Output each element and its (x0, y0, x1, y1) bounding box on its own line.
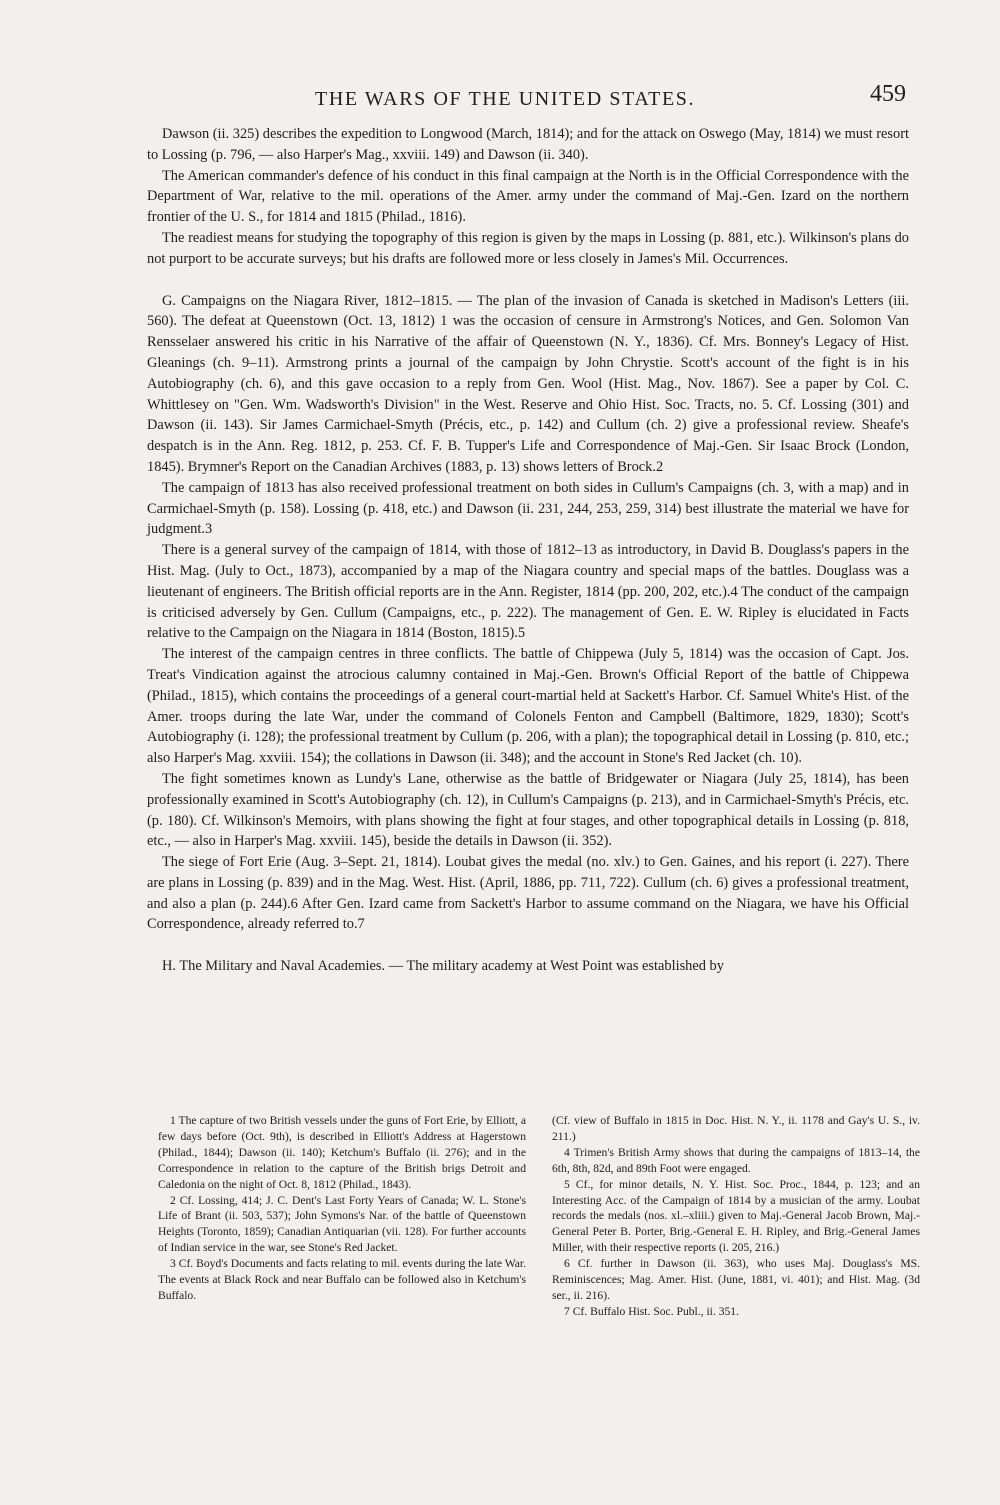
paragraph: The campaign of 1813 has also received professional treatment on both sides in Cullum's Campaigns (ch. 3, with a map) and in Carmichael-Smyth (p. 158). Lossing (p. 418, etc.) and Dawson (ii. 231, 244, 253, 259, 314) best illustrate the material we have for judgment.3 (147, 479, 909, 538)
section-g-paragraph: G. Campaigns on the Niagara River, 1812–1815. — The plan of the invasion of Canada is sketched in Madison's Letters (iii. 560). The defeat at Queenstown (Oct. 13, 1812) 1 was the occasion of censure in Armstrong's Notices, and Gen. Solomon Van Rensselaer answered his critic in his Narrative of the affair of Queenstown (N. Y., 1836). Cf. Mrs. Bonney's Legacy of Hist. Gleanings (ch. 9–11). Armstrong prints a journal of the campaign by John Chrystie. Scott's account of the fight is in his Autobiography (ch. 6), and this gave occasion to a reply from Gen. Wool (Hist. Mag., Nov. 1867). See a paper by Col. C. Whittlesey on "Gen. Wm. Wadsworth's Division" in the West. Reserve and Ohio Hist. Soc. Tracts, no. 5. Cf. Lossing (301) and Dawson (ii. 143). Sir James Carmichael-Smyth (Précis, etc., p. 142) and Cullum (ch. 2) give a professional review. Sheafe's despatch is in the Ann. Reg. 1812, p. 253. Cf. F. B. Tupper's Life and Correspondence of Maj.-Gen. Sir Isaac Brock (London, 1845). Brymner's Report on the Canadian Archives (1883, p. 13) shows letters of Brock.2 (147, 292, 909, 475)
page-number: 459 (870, 81, 906, 107)
footnote: 2 Cf. Lossing, 414; J. C. Dent's Last Forty Years of Canada; W. L. Stone's Life of Brant (ii. 503, 537); John Symons's Nar. of the battle of Queenstown Heights (Toronto, 1859); Canadian Antiquarian (vii. 128). For further accounts of Indian service in the war, see Stone's Red Jacket. (158, 1193, 526, 1255)
running-head: THE WARS OF THE UNITED STATES. (315, 88, 696, 110)
footnote: 6 Cf. further in Dawson (ii. 363), who uses Maj. Douglass's MS. Reminiscences; Mag. Amer. Hist. (June, 1881, vi. 401); and Hist. Mag. (3d ser., ii. 216). (552, 1257, 920, 1302)
paragraph: There is a general survey of the campaign of 1814, with those of 1812–13 as introductory, in David B. Douglass's papers in the Hist. Mag. (July to Oct., 1873), accompanied by a map of the Niagara country and special maps of the battles. Douglass was a lieutenant of engineers. The British official reports are in the Ann. Register, 1814 (pp. 200, 202, etc.).4 The conduct of the campaign is criticised adversely by Gen. Cullum (Campaigns, etc., p. 222). The management of Gen. E. W. Ripley is elucidated in Facts relative to the Campaign on the Niagara in 1814 (Boston, 1815).5 (147, 542, 909, 642)
footnote: 1 The capture of two British vessels under the guns of Fort Erie, by Elliott, a few days before (Oct. 9th), is described in Elliott's Address at Hagerstown (Philad., 1844); Dawson (ii. 140); Ketchum's Buffalo (ii. 276); and in the Correspondence in relation to the capture of the British brigs Detroit and Caledonia on the night of Oct. 8, 1812 (Philad., 1843). (158, 1114, 526, 1191)
footnotes-left-column (158, 1113, 526, 1304)
main-text (147, 124, 909, 977)
paragraph: The readiest means for studying the topography of this region is given by the maps in Lossing (p. 881, etc.). Wilkinson's plans do not purport to be accurate surveys; but his drafts are followed more or less closely in James's Mil. Occurrences. (147, 229, 909, 267)
paragraph: The American commander's defence of his conduct in this final campaign at the North is in the Official Correspondence with the Department of War, relative to the mil. operations of the Amer. army under the command of Maj.-Gen. Izard on the northern frontier of the U. S., for 1814 and 1815 (Philad., 1816). (147, 167, 909, 226)
section-h-paragraph: H. The Military and Naval Academies. — The military academy at West Point was established by (162, 958, 724, 975)
footnote: 3 Cf. Boyd's Documents and facts relating to mil. events during the late War. The events at Black Rock and near Buffalo can be followed also in Ketchum's Buffalo. (158, 1257, 526, 1302)
paragraph: The interest of the campaign centres in three conflicts. The battle of Chippewa (July 5, 1814) was the occasion of Capt. Jos. Treat's Vindication against the atrocious calumny contained in Maj.-Gen. Brown's Official Report of the battle of Chippewa (Philad., 1815), which contains the proceedings of a general court-martial held at Sackett's Harbor. Cf. Samuel White's Hist. of the Amer. troops during the late War, under the command of Colonels Fenton and Campbell (Baltimore, 1829, 1830); Scott's Autobiography (i. 128); the professional treatment by Cullum (p. 206, with a plan); the topographical detail in Lossing (p. 810, etc.; also Harper's Mag. xxviii. 154); the collations in Dawson (ii. 348); and the account in Stone's Red Jacket (ch. 10). (147, 646, 909, 767)
footnotes-right-column (552, 1113, 920, 1320)
footnote: 7 Cf. Buffalo Hist. Soc. Publ., ii. 351. (564, 1304, 739, 1318)
footnote: 5 Cf., for minor details, N. Y. Hist. Soc. Proc., 1844, p. 123; and an Interesting Acc. of the Campaign of 1814 by a musician of the army. Loubat records the medals (nos. xl.–xliii.) given to Maj.-General Jacob Brown, Maj.-General Peter B. Porter, Brig.-General E. H. Ripley, and Brig.-General James Miller, with their respective reports (i. 205, 216.) (552, 1177, 920, 1255)
footnote: 4 Trimen's British Army shows that during the campaigns of 1813–14, the 6th, 8th, 82d, and 89th Foot were engaged. (552, 1145, 920, 1175)
paragraph: The siege of Fort Erie (Aug. 3–Sept. 21, 1814). Loubat gives the medal (no. xlv.) to Gen. Gaines, and his report (i. 227). There are plans in Lossing (p. 839) and in the Mag. West. Hist. (April, 1886, pp. 711, 722). Cullum (ch. 6) gives a professional treatment, and also a plan (p. 244).6 After Gen. Izard came from Sackett's Harbor to assume command on the Niagara, we have his Official Correspondence, already referred to.7 (147, 854, 909, 933)
paragraph: Dawson (ii. 325) describes the expedition to Longwood (March, 1814); and for the attack on Oswego (May, 1814) we must resort to Lossing (p. 796, — also Harper's Mag., xxviii. 149) and Dawson (ii. 340). (147, 126, 909, 163)
page-header (150, 80, 910, 120)
footnote-continuation: (Cf. view of Buffalo in 1815 in Doc. Hist. N. Y., ii. 1178 and Gay's U. S., iv. 211.) (552, 1114, 920, 1143)
paragraph: The fight sometimes known as Lundy's Lane, otherwise as the battle of Bridgewater or Niagara (July 25, 1814), has been professionally examined in Scott's Autobiography (ch. 12), in Cullum's Campaigns (p. 213), and in Carmichael-Smyth's Précis, etc. (p. 180). Cf. Wilkinson's Memoirs, with plans showing the fight at four stages, and other topographical details in Lossing (p. 818, etc., — also in Harper's Mag. xxviii. 145), beside the details in Dawson (ii. 352). (147, 770, 909, 850)
